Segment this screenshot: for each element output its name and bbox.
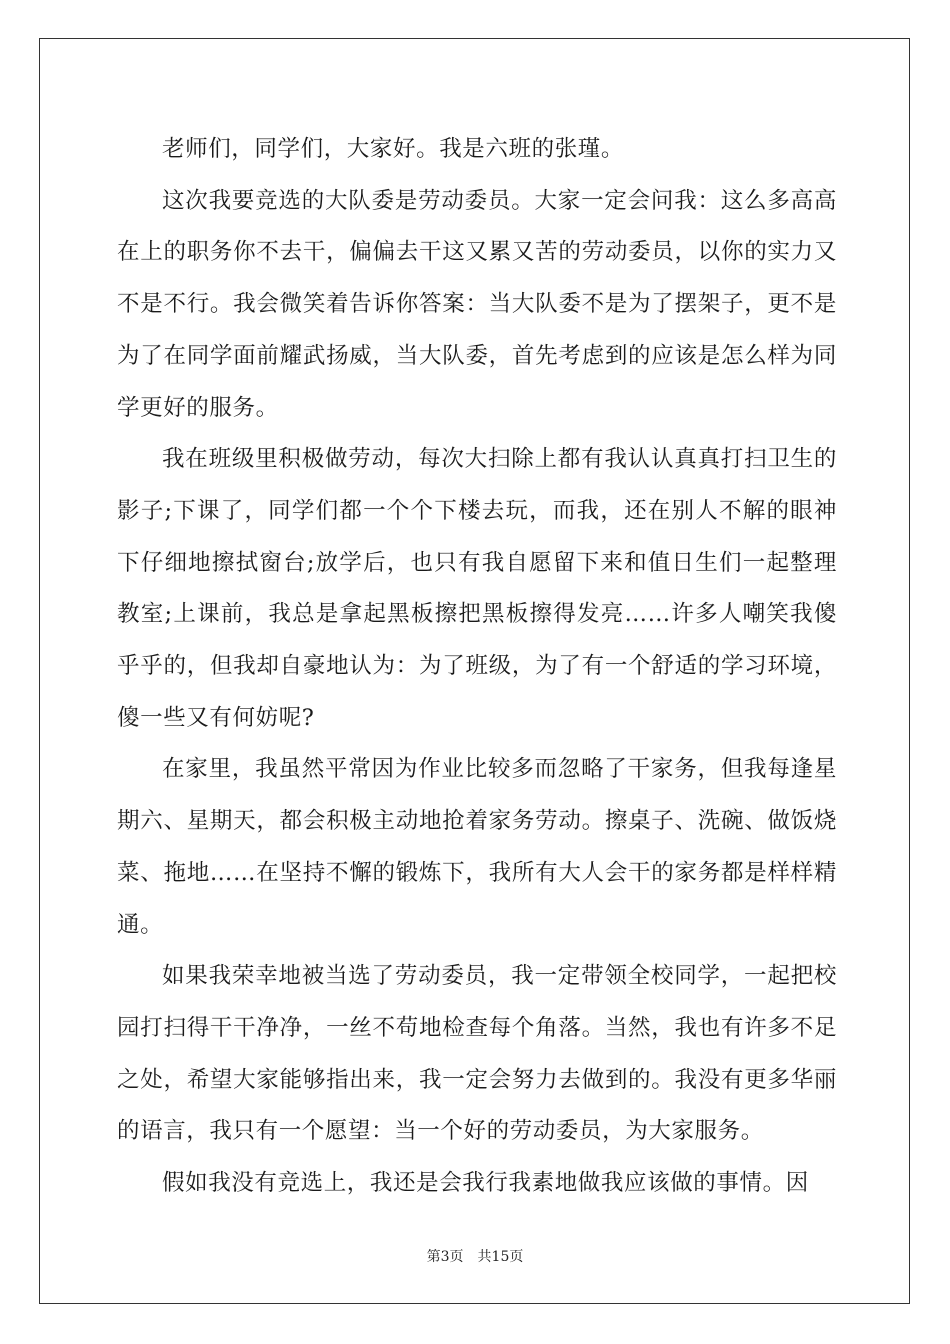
paragraph-greeting: 老师们，同学们，大家好。我是六班的张瑾。 xyxy=(162,136,625,162)
page-footer xyxy=(0,1246,950,1266)
paragraph-if-elected: 如果我荣幸地被当选了劳动委员，我一定带领全校同学，一起把校园打扫得干干净净，一丝不苟地检查每个角落。当然，我也有许多不足之处，希望大家能够指出来，我一定会努力去做到的。我没有更多华丽的语言，我只有一个愿望：当一个好的劳动委员，为大家服务。 xyxy=(117,963,837,1145)
paragraph-class-work: 我在班级里积极做劳动，每次大扫除上都有我认认真真打扫卫生的影子;下课了，同学们都一个个下楼去玩，而我，还在别人不解的眼神下仔细地擦拭窗台;放学后，也只有我自愿留下来和值日生们一起整理教室;上课前，我总是拿起黑板擦把黑板擦得发亮……许多人嘲笑我傻乎乎的，但我却自豪地认为：为了班级，为了有一个舒适的学习环境，傻一些又有何妨呢? xyxy=(117,446,837,731)
document-body xyxy=(117,124,837,1210)
paragraph-position: 这次我要竞选的大队委是劳动委员。大家一定会问我：这么多高高在上的职务你不去干，偏偏去干这又累又苦的劳动委员，以你的实力又不是不行。我会微笑着告诉你答案：当大队委不是为了摆架子，更不是为了在同学面前耀武扬威，当大队委，首先考虑到的应该是怎么样为同学更好的服务。 xyxy=(117,187,837,421)
page-number: 第3页 xyxy=(426,1249,464,1265)
paragraph-if-not-elected: 假如我没有竞选上，我还是会我行我素地做我应该做的事情。因 xyxy=(162,1170,809,1197)
page-total: 共15页 xyxy=(477,1249,524,1265)
paragraph-home-work: 在家里，我虽然平常因为作业比较多而忽略了干家务，但我每逢星期六、星期天，都会积极主动地抢着家务劳动。擦桌子、洗碗、做饭烧菜、拖地……在坚持不懈的锻炼下，我所有大人会干的家务都是样样精通。 xyxy=(117,756,837,938)
